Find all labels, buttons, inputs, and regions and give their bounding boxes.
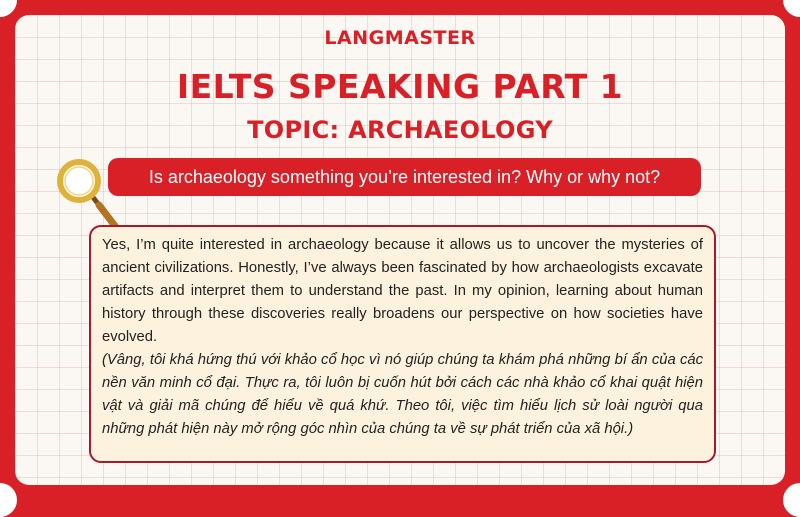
grid-card [15, 15, 785, 485]
topic-subtitle: TOPIC: ARCHAEOLOGY [247, 116, 553, 144]
corner-decoration [0, 0, 17, 17]
answer-english: Yes, I’m quite interested in archaeology because it allows us to uncover the mysteries of ancient civilizations. Honestly, I’ve always been fascinated by how archaeologists excavate artifacts and interpret them to understand the past. In my opinion, learning about human history through these discoveries really broadens our perspective on how societies have evolved. [102, 237, 703, 345]
brand-logo: LANGMASTER [324, 27, 476, 49]
question-banner [108, 158, 701, 196]
answer-vietnamese: (Vâng, tôi khá hứng thú với khảo cổ học vì nó giúp chúng ta khám phá những bí ẩn của các nền văn minh cổ đại. Thực ra, tôi luôn bị cuốn hút bởi cách các nhà khảo cổ khai quật hiện vật và giải mã chúng để hiểu về quá khứ. Theo tôi, việc tìm hiểu lịch sử loài người qua những phát hiện này mở rộng góc nhìn của chúng ta về sự phát triển của xã hội.) [102, 352, 703, 437]
corner-decoration [0, 483, 17, 517]
question-text: Is archaeology something you’re interested in? Why or why not? [148, 166, 661, 187]
corner-decoration [783, 0, 800, 17]
corner-decoration [783, 483, 800, 517]
answer-box [89, 225, 716, 463]
page-title: IELTS SPEAKING PART 1 [176, 67, 624, 106]
magnifier-icon [55, 155, 127, 235]
